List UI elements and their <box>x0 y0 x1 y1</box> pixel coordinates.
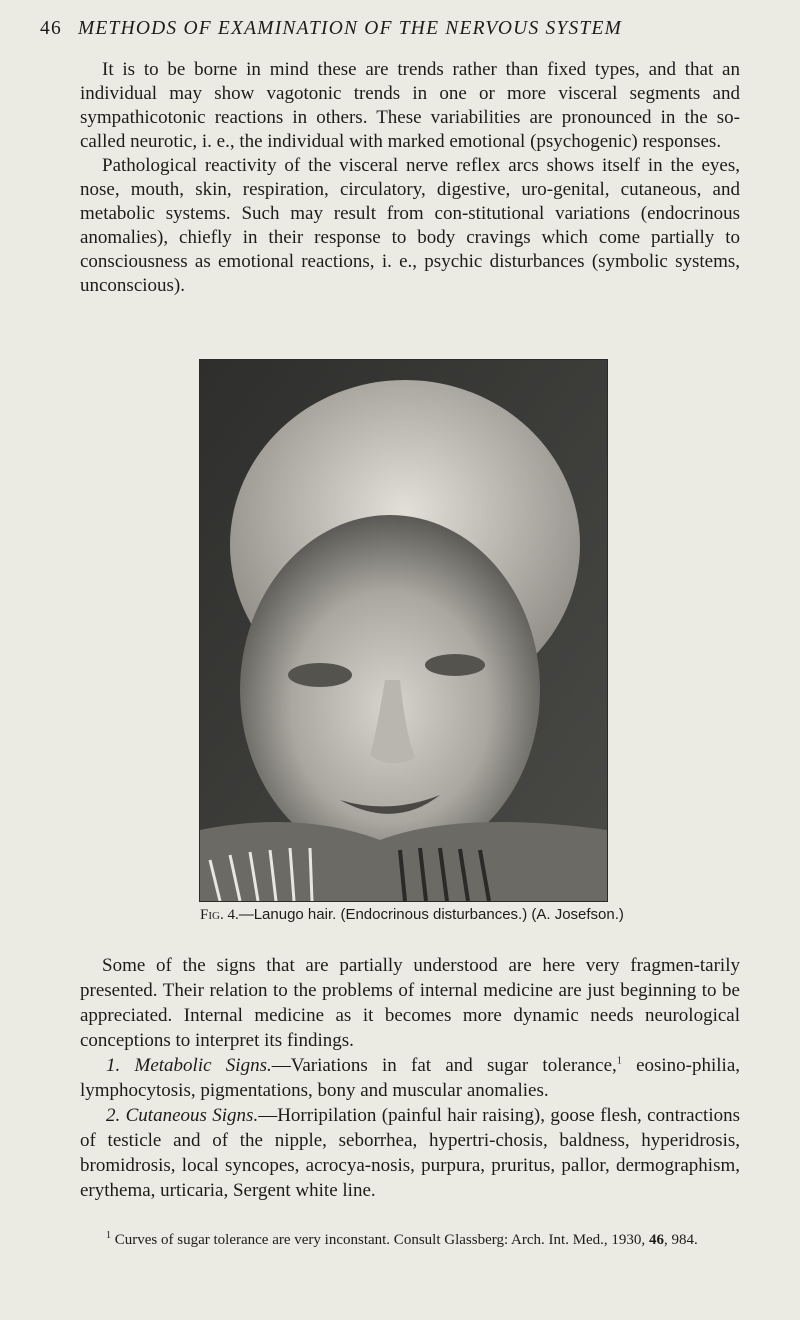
child-portrait-image <box>200 360 607 901</box>
figure-caption <box>200 906 720 924</box>
footnote-volume: 46 <box>648 1232 664 1248</box>
footnote-pages: , 984. <box>663 1232 698 1248</box>
footnote <box>80 1231 740 1250</box>
list-item-metabolic-signs <box>80 1053 740 1103</box>
paragraph-signs-intro: Some of the signs that are partially understood are here very fragmen-tarily presented. Their relation to the problems of internal medicine are just beginning to be appreciated. Internal medicine as it becomes more dynamic needs neurological conceptions to interpret its findings. <box>80 955 740 1051</box>
footnote-marker: 1 <box>106 1230 111 1241</box>
footnote-text: Curves of sugar tolerance are very inconstant. Consult Glassberg: Arch. Int. Med., 1930, <box>111 1232 649 1248</box>
figure-caption-text: —Lanugo hair. (Endocrinous disturbances.) (A. Josefson.) <box>238 906 624 923</box>
paragraph-trends: It is to be borne in mind these are trends rather than fixed types, and that an individual may show vagotonic trends in one or more visceral segments and sympathicotonic reactions in others. These variabilities are pronounced in the so-called neurotic, i. e., the individual with marked emotional (psychogenic) responses. <box>80 59 740 152</box>
metabolic-signs-text-rest: eosino-philia, lymphocytosis, pigmentations, bony and muscular anomalies. <box>80 1055 741 1101</box>
figure-label: Fig. 4. <box>200 907 239 923</box>
running-header <box>40 18 740 40</box>
metabolic-signs-label: 1. Metabolic Signs. <box>106 1055 272 1076</box>
footnote-reference: 1 <box>616 1055 622 1067</box>
list-item-cutaneous-signs <box>80 1103 740 1203</box>
paragraph-pathological-reactivity: Pathological reactivity of the visceral nerve reflex arcs shows itself in the eyes, nose, mouth, skin, respiration, circulatory, digestive, uro-genital, cutaneous, and metabolic systems. Such may result from con-stitutional variations (endocrinous anomalies), chiefly in their response to body cravings which come partially to consciousness as emotional reactions, i. e., psychic disturbances (symbolic systems, unconscious). <box>80 155 740 296</box>
figure-photograph <box>199 359 608 902</box>
cutaneous-signs-label: 2. Cutaneous Signs. <box>106 1105 259 1126</box>
running-title: METHODS OF EXAMINATION OF THE NERVOUS SYSTEM <box>77 18 623 39</box>
page-number: 46 <box>40 18 62 39</box>
metabolic-signs-text: —Variations in fat and sugar tolerance, <box>271 1055 617 1076</box>
cutaneous-signs-text: —Horripilation (painful hair raising), goose flesh, contractions of testicle and of the nipple, seborrhea, hypertri-chosis, baldness, hyperidrosis, bromidrosis, local syncopes, acrocya-nosis, purpura, pruritus, pallor, dermographism, erythema, urticaria, Sergent white line. <box>80 1105 740 1201</box>
